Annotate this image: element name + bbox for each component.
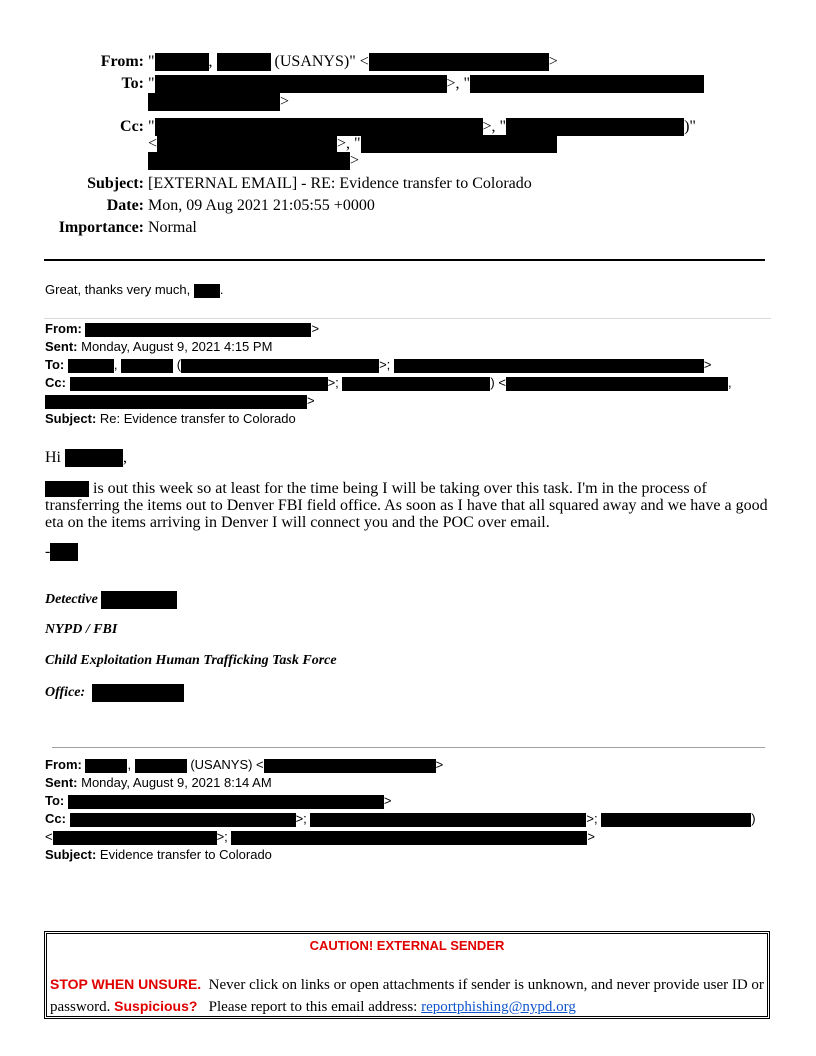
greeting-text: Hi — [45, 449, 61, 466]
greeting: Hi , — [45, 449, 127, 466]
quoted2-to: To: > — [45, 793, 392, 808]
from-label: From: — [45, 321, 82, 336]
redaction — [361, 135, 557, 153]
redaction — [148, 152, 350, 170]
redaction — [157, 135, 337, 153]
subject-label: Subject: — [45, 411, 97, 426]
redaction — [45, 481, 89, 497]
signature-office — [45, 684, 184, 702]
suspicious-label: Suspicious? — [114, 998, 198, 1014]
redaction — [92, 684, 184, 702]
report-phishing-link[interactable]: reportphishing@nypd.org — [421, 999, 576, 1015]
redaction — [70, 813, 296, 827]
redaction — [148, 93, 280, 111]
importance-value: Normal — [148, 219, 197, 236]
sent-label: Sent: — [45, 339, 78, 354]
redaction — [85, 323, 311, 337]
quoted1-from: From: > — [45, 321, 320, 336]
quoted2-cc-cont: < >; > — [45, 829, 596, 844]
quoted1-cc-cont: > — [45, 393, 315, 409]
subject-value: Re: Evidence transfer to Colorado — [99, 411, 296, 426]
redaction — [155, 75, 447, 93]
date-label: Date: — [106, 197, 144, 214]
to-label: To: — [45, 357, 65, 372]
reply-body: Great, thanks very much, — [45, 282, 191, 297]
redaction — [155, 118, 483, 136]
cc-label: Cc: — [45, 375, 66, 390]
subject-value: Evidence transfer to Colorado — [99, 847, 272, 862]
redaction — [217, 53, 271, 71]
redaction — [68, 359, 114, 373]
cc-value-cont2: > — [148, 152, 359, 170]
office-label: Office: — [45, 685, 86, 701]
cc-label: Cc: — [45, 811, 66, 826]
redaction — [101, 591, 177, 609]
redaction — [121, 359, 173, 373]
redaction — [470, 75, 704, 93]
redaction — [135, 759, 187, 773]
from-label: From: — [45, 757, 82, 772]
redaction — [194, 284, 220, 298]
redaction — [85, 759, 127, 773]
from-org: (USANYS) < — [190, 757, 264, 772]
to-value-cont: > — [148, 93, 289, 111]
quoted1-sent — [45, 339, 272, 354]
to-label: To: — [121, 75, 144, 92]
date-value: Mon, 09 Aug 2021 21:05:55 +0000 — [148, 197, 375, 214]
redaction — [506, 118, 684, 136]
redaction — [68, 795, 384, 809]
caution-body-2: Please report to this email address: — [208, 999, 418, 1015]
redaction — [45, 395, 307, 409]
redaction — [369, 53, 549, 71]
from-value: " , (USANYS)" < > — [148, 53, 558, 70]
signature-org: NYPD / FBI — [45, 622, 118, 637]
redaction — [342, 377, 490, 391]
stop-warning: STOP WHEN UNSURE. — [50, 976, 202, 992]
cc-value: " >, " )" — [148, 118, 696, 135]
redaction — [65, 449, 123, 467]
sent-value: Monday, August 9, 2021 8:14 AM — [81, 775, 272, 790]
quoted1-to: To: , ( >; > — [45, 357, 712, 372]
from-label: From: — [100, 53, 144, 70]
redaction — [231, 831, 587, 845]
subject-value: [EXTERNAL EMAIL] - RE: Evidence transfer to Colorado — [148, 175, 532, 192]
redaction — [264, 759, 436, 773]
quoted1-body — [45, 480, 773, 531]
quoted2-sent — [45, 775, 272, 790]
quoted1-subject — [45, 411, 296, 426]
redaction — [181, 359, 379, 373]
signature-title — [45, 591, 177, 609]
quote-divider — [44, 318, 771, 319]
to-label: To: — [45, 793, 65, 808]
quoted2-from: From: , (USANYS) < > — [45, 757, 444, 772]
redaction — [506, 377, 728, 391]
caution-body-1: Never click on links or open attachments if sender is unknown, and never provide user ID or password. — [50, 977, 764, 1015]
caution-banner — [44, 931, 770, 1019]
sent-label: Sent: — [45, 775, 78, 790]
redaction — [310, 813, 586, 827]
reply-text: Great, thanks very much, . — [45, 282, 224, 297]
subject-label: Subject: — [87, 175, 144, 192]
signature-title-text: Detective — [45, 592, 98, 608]
cc-value-cont: < >, " — [148, 135, 557, 153]
redaction — [394, 359, 704, 373]
importance-label: Importance: — [58, 219, 144, 236]
body-text: is out this week so at least for the time being I will be taking over this task. I'm in the process of transferring the items out to Denver FBI field office. As soon as I have that all squared away and we have a good eta on the items arriving in Denver I will connect you and the POC over email. — [45, 480, 768, 532]
caution-title: CAUTION! EXTERNAL SENDER — [309, 938, 505, 953]
quoted1-cc: Cc: >; ) < , — [45, 375, 732, 390]
to-value: " >, " — [148, 75, 704, 93]
redaction — [601, 813, 751, 827]
redaction — [50, 543, 78, 561]
quote-divider-2 — [52, 747, 765, 748]
subject-label: Subject: — [45, 847, 97, 862]
redaction — [70, 377, 328, 391]
from-org: (USANYS)" — [274, 53, 356, 70]
dash: - — [45, 543, 51, 560]
cc-label: Cc: — [120, 118, 144, 135]
quoted2-subject — [45, 847, 272, 862]
quoted2-cc: Cc: >; >; ) — [45, 811, 756, 826]
signature-unit: Child Exploitation Human Trafficking Task Force — [45, 653, 337, 668]
redaction — [53, 831, 217, 845]
sent-value: Monday, August 9, 2021 4:15 PM — [81, 339, 273, 354]
redaction — [155, 53, 209, 71]
dash-sign — [45, 543, 78, 561]
caution-text — [50, 974, 765, 1018]
header-divider — [44, 259, 765, 261]
